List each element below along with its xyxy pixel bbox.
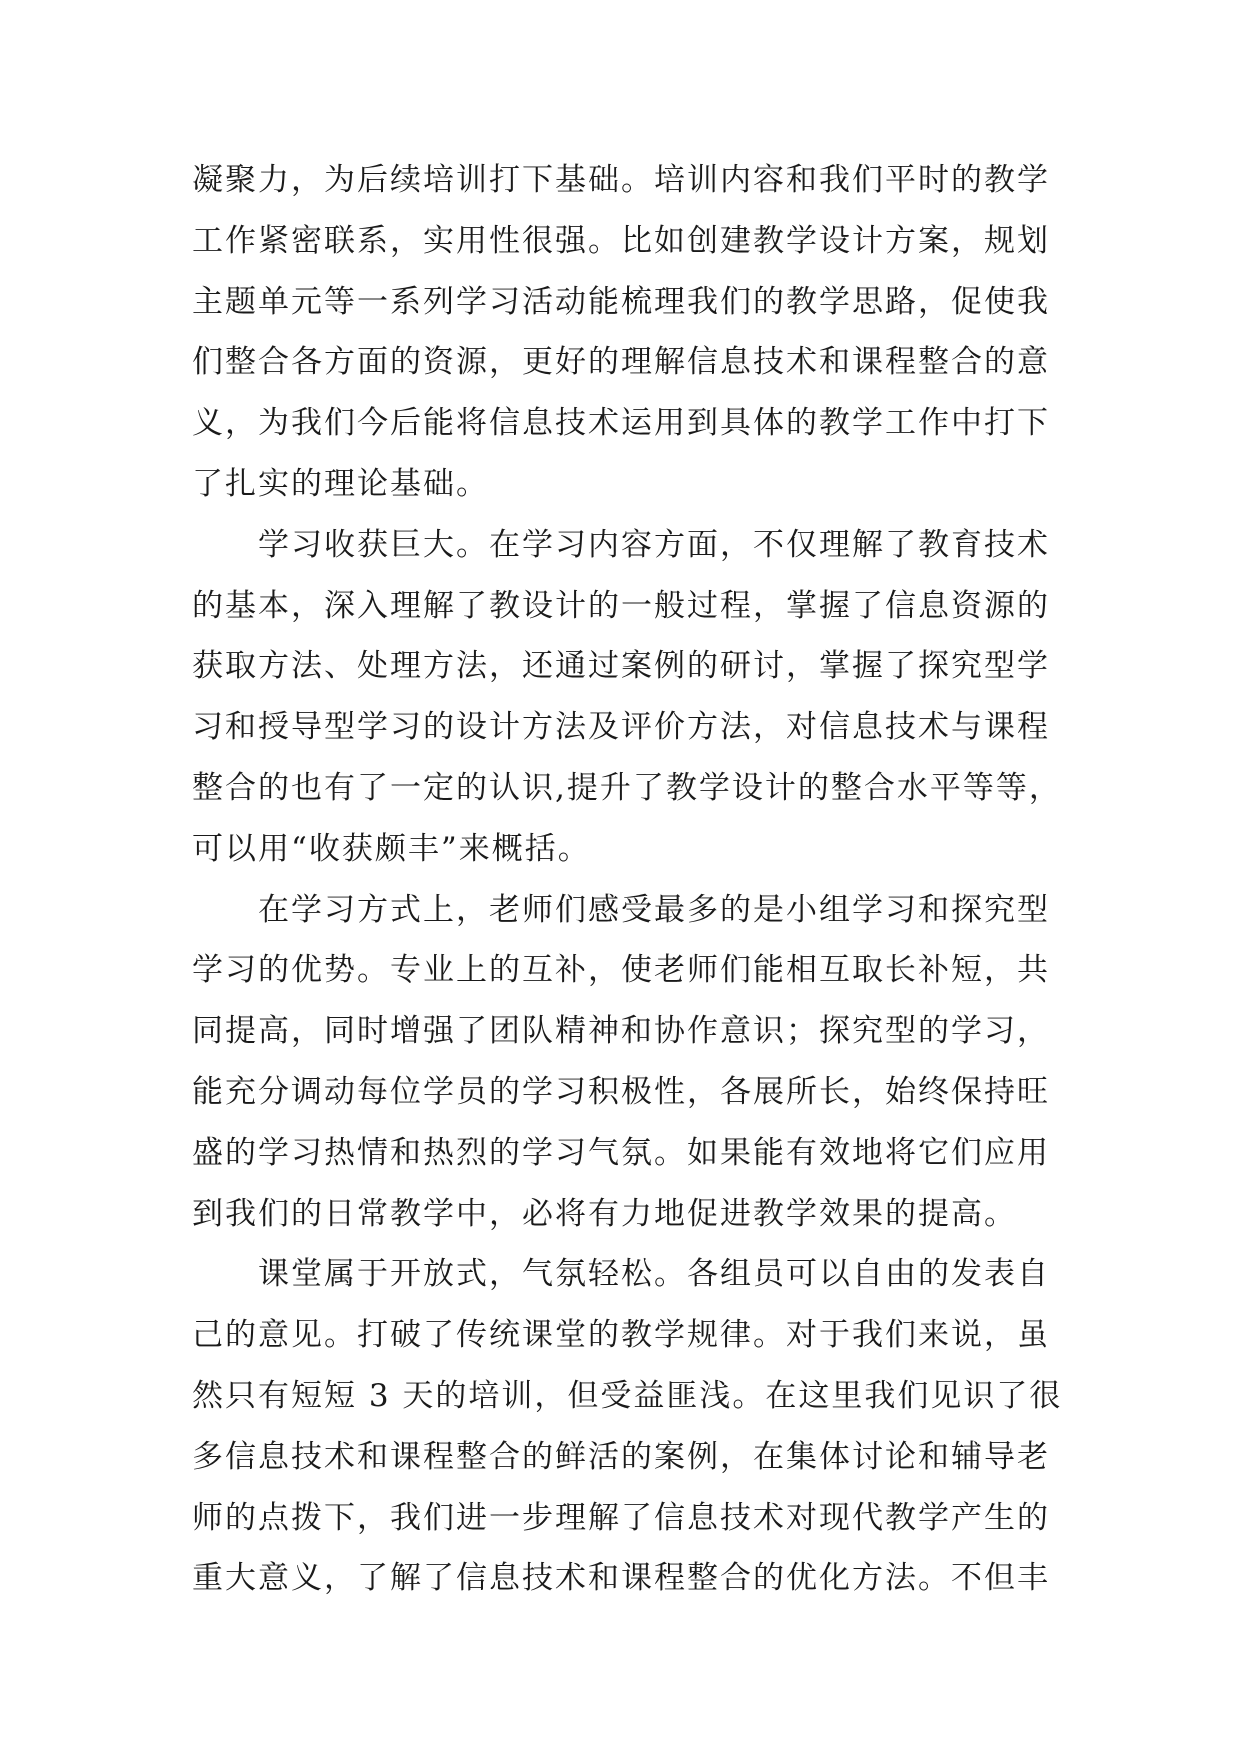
document-body: [192, 150, 1063, 1609]
text-line: 习和授导型学习的设计方法及评价方法，对信息技术与课程: [192, 709, 1050, 746]
text-line: 盛的学习热情和热烈的学习气氛。如果能有效地将它们应用: [192, 1134, 1050, 1171]
text-line: 了扎实的理论基础。: [192, 465, 489, 502]
text-line: 能充分调动每位学员的学习积极性，各展所长，始终保持旺: [192, 1073, 1050, 1110]
text-line: 工作紧密联系，实用性很强。比如创建教学设计方案，规划: [192, 222, 1050, 259]
text-line: 整合的也有了一定的认识,提升了教学设计的整合水平等等，: [192, 769, 1062, 806]
paragraph-first-line: 在学习方式上，老师们感受最多的是小组学习和探究型: [258, 891, 1050, 928]
text-line: 们整合各方面的资源，更好的理解信息技术和课程整合的意: [192, 344, 1050, 381]
text-line: 可以用“收获颇丰”来概括。: [192, 830, 591, 867]
text-line: 获取方法、处理方法，还通过案例的研讨，掌握了探究型学: [192, 648, 1050, 685]
text-line: 多信息技术和课程整合的鲜活的案例，在集体讨论和辅导老: [192, 1438, 1050, 1475]
text-line: 师的点拨下，我们进一步理解了信息技术对现代教学产生的: [192, 1499, 1050, 1536]
text-line: 凝聚力，为后续培训打下基础。培训内容和我们平时的教学: [192, 162, 1050, 198]
text-line: 学习的优势。专业上的互补，使老师们能相互取长补短，共: [192, 952, 1050, 989]
text-line: 然只有短短 3 天的培训，但受益匪浅。在这里我们见识了很: [192, 1377, 1063, 1414]
paragraph-first-line: 课堂属于开放式，气氛轻松。各组员可以自由的发表自: [258, 1256, 1050, 1293]
text-line: 重大意义，了解了信息技术和课程整合的优化方法。不但丰: [192, 1560, 1050, 1597]
text-line: 同提高，同时增强了团队精神和协作意识；探究型的学习，: [192, 1013, 1050, 1050]
text-line: 到我们的日常教学中，必将有力地促进教学效果的提高。: [192, 1195, 1017, 1232]
text-line: 主题单元等一系列学习活动能梳理我们的教学思路，促使我: [192, 283, 1050, 320]
text-line: 己的意见。打破了传统课堂的教学规律。对于我们来说，虽: [192, 1317, 1050, 1354]
paragraph-first-line: 学习收获巨大。在学习内容方面，不仅理解了教育技术: [258, 526, 1050, 563]
text-line: 的基本，深入理解了教设计的一般过程，掌握了信息资源的: [192, 587, 1050, 624]
text-line: 义，为我们今后能将信息技术运用到具体的教学工作中打下: [192, 405, 1050, 442]
